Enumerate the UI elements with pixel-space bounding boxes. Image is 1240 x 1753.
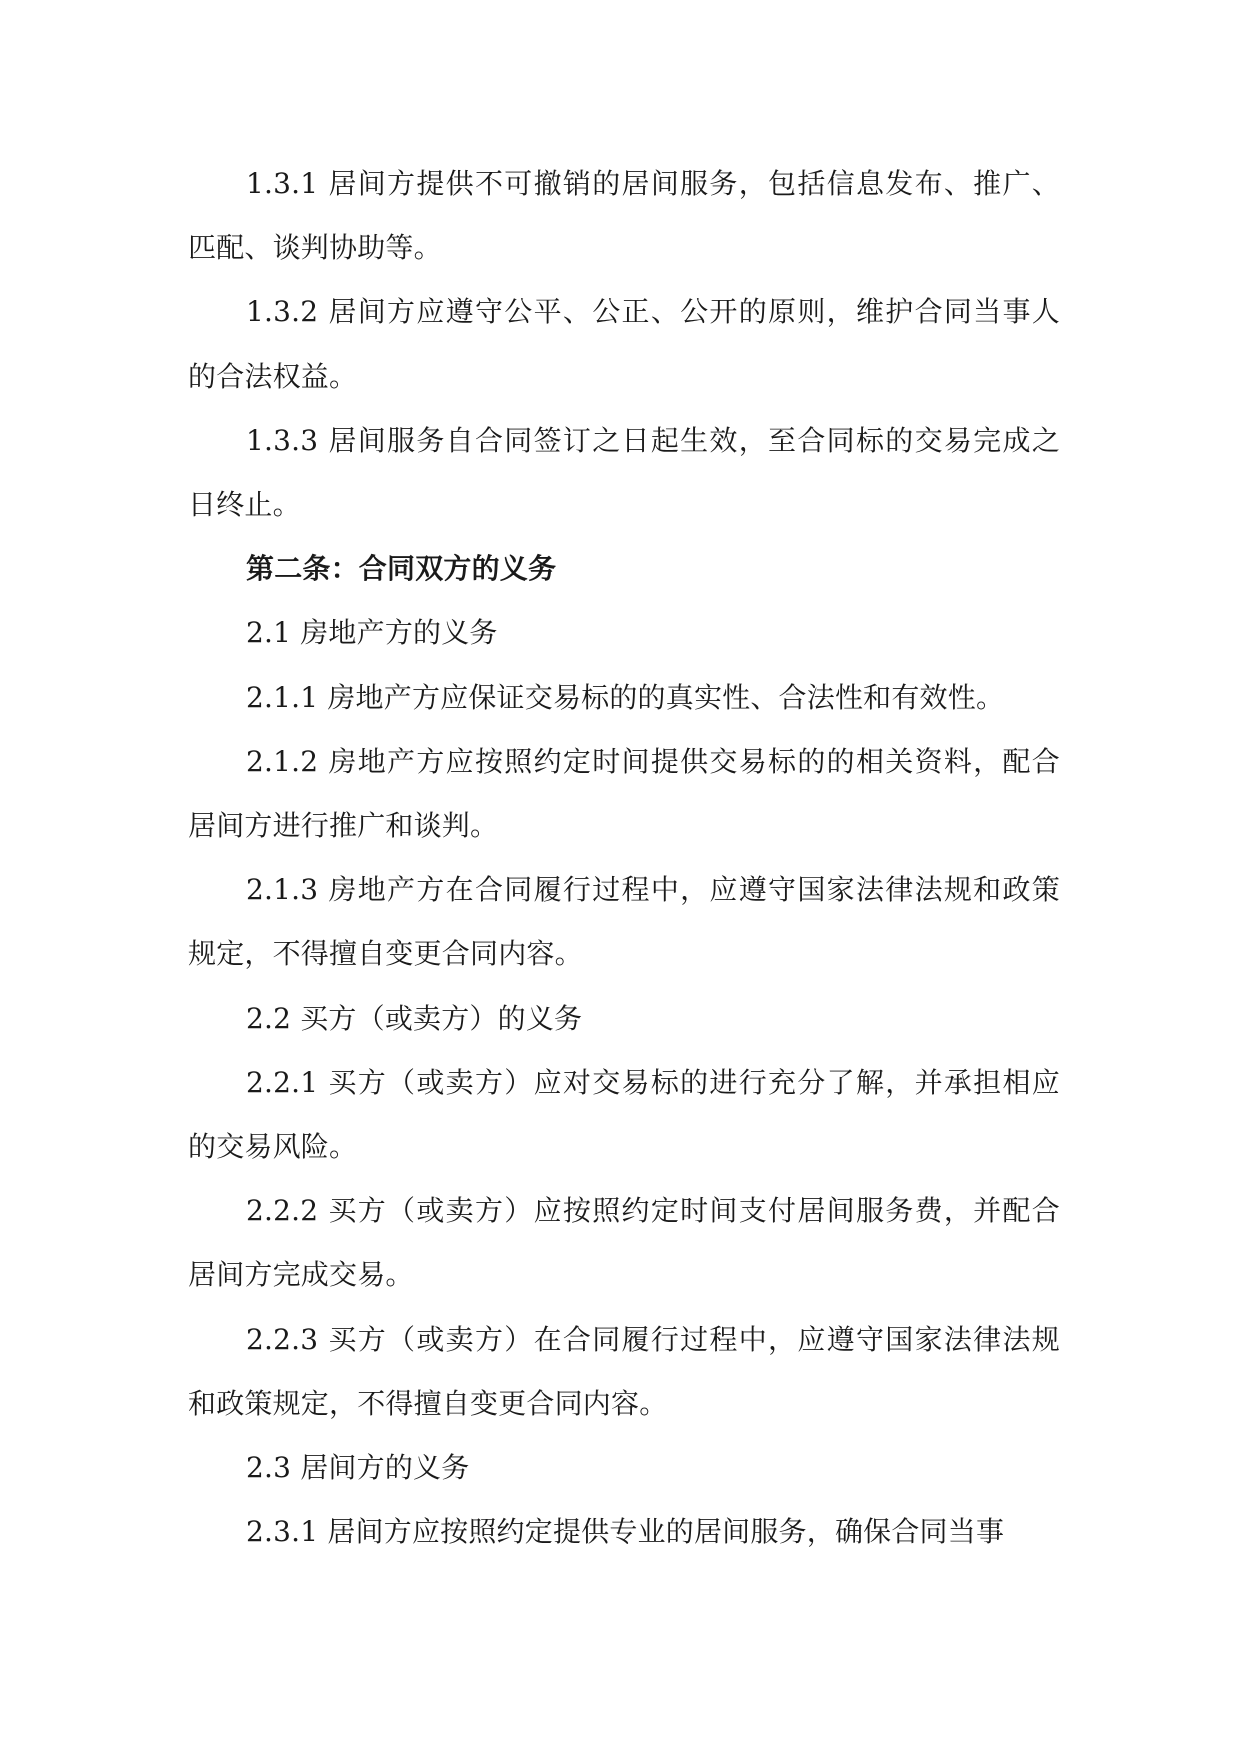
paragraph-2-3-1: 2.3.1 居间方应按照约定提供专业的居间服务，确保合同当事 bbox=[246, 1515, 1005, 1549]
paragraph-1-3-1: 1.3.1 居间方提供不可撤销的居间服务，包括信息发布、推广、匹配、谈判协助等。 bbox=[188, 167, 1060, 265]
paragraph-2-2-2: 2.2.2 买方（或卖方）应按照约定时间支付居间服务费，并配合居间方完成交易。 bbox=[188, 1194, 1060, 1292]
paragraph-1-3-3: 1.3.3 居间服务自合同签订之日起生效，至合同标的交易完成之日终止。 bbox=[188, 423, 1060, 522]
document-body bbox=[188, 152, 1060, 1564]
paragraph-2-1-3: 2.1.3 房地产方在合同履行过程中，应遵守国家法律法规和政策规定，不得擅自变更合同内容。 bbox=[188, 873, 1060, 971]
section-2-1-heading: 2.1 房地产方的义务 bbox=[246, 616, 498, 650]
paragraph-2-2-3: 2.2.3 买方（或卖方）在合同履行过程中，应遵守国家法律法规和政策规定，不得擅自变更合同内容。 bbox=[188, 1322, 1060, 1420]
section-2-2-heading: 2.2 买方（或卖方）的义务 bbox=[246, 1001, 583, 1035]
paragraph-2-2-1: 2.2.1 买方（或卖方）应对交易标的进行充分了解，并承担相应的交易风险。 bbox=[188, 1065, 1060, 1164]
paragraph-1-3-2: 1.3.2 居间方应遵守公平、公正、公开的原则，维护合同当事人的合法权益。 bbox=[188, 295, 1060, 393]
paragraph-2-1-2: 2.1.2 房地产方应按照约定时间提供交易标的的相关资料，配合居间方进行推广和谈判。 bbox=[188, 744, 1060, 843]
section-2-3-heading: 2.3 居间方的义务 bbox=[246, 1451, 470, 1485]
paragraph-2-1-1: 2.1.1 房地产方应保证交易标的的真实性、合法性和有效性。 bbox=[246, 680, 1005, 714]
article-2-heading: 第二条：合同双方的义务 bbox=[246, 552, 557, 586]
